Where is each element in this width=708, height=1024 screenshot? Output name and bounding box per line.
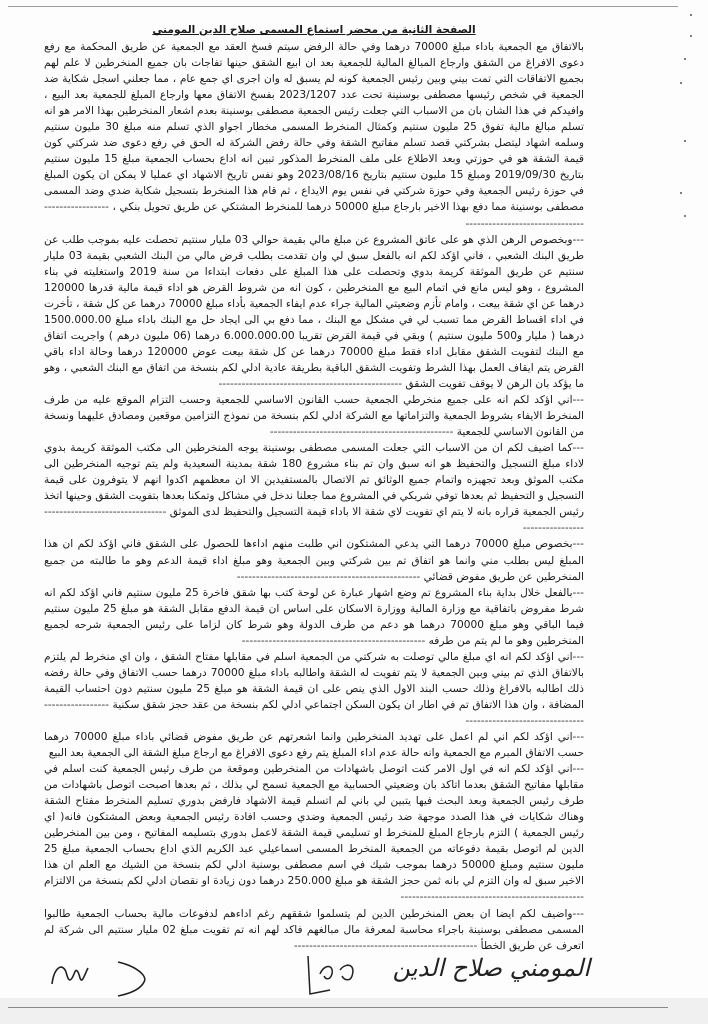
margin-mark xyxy=(680,192,682,194)
paragraph-text: واضيف لكم ايضا ان بعض المنخرطين الدين لم يتسلموا شققهم رغم اداءهم لدفوعات مالية بحساب الجمعية طالبوا المسمى مصطفى بوسنينة باجراء محاسبة لمعرفة مال مبالغهم فاكد لهم انه تم تفويت مبلغ 02 مليار سنتيم الى شركة لم اتعرف عن طريق الخطأ xyxy=(44,907,584,952)
dash-prefix: --- xyxy=(572,394,584,407)
paragraph-text: بالاتفاق مع الجمعية باداء مبلغ 70000 درهما وفي حالة الرفض سيتم فسخ العقد مع الجمعية عن طريق المحكمة مع رفع دعوى الافراغ من الشقق وارجاع المبالغ المالية للجمعية بعد ان ابيع الشقق حينها تفاجات بان جميع المنخرطين لا علم لهم بجميع الاتفاقات التي تمت بيني وبين رئيس الجمعية كونه لم يسبق له وان اجرى اي جمع عام ، مما جعلني اسجل شكاية ضد الجمعية في شخص رئيسها مصطفى بوسنينة تحت عدد 2023/1207 بفسخ الاتفاق معها وارجاع المبلغ للجمعية بعد البيع ، وافيدكم في هذا الشان بان من الاسباب التي جعلت رئيس الجمعية مصطفى بوسنينة بعدم اشعار المنخرطين بهذا الامر هو انه تسلم مبالغ مالية تفوق 25 مليون سنتيم وكمثال المنخرط المسمى مخطار اجواو الذي تسلم منه مبلغ 30 مليون سنتيم وسلمه اشهاد ليتصل بشركتي قصد تسلم مفاتيح الشقة وفي حالة رفض الشركة له الحق في رفع دعوى ضد شركتي كون قيمة الشقة هو في حوزتي وبعد الاطلاع على ملف المنخرط المذكور تبين انه اداع بحساب الجمعية مبلغ 15 مليون سنتيم بتاريخ 2019/09/30 ومبلغ 15 مليون سنتيم بتاريخ 2023/08/16 وهو نفس تاريخ الاشهاد اي عمليا لا يمكن ان يكون المبلغ في حوزة رئيس الجمعية وفي حوزة شركتي في نفس يوم الايداع ، ثم قام هذا المنخرط بتسجيل شكاية ضدي وضد المسمى مصطفى بوسنينة مما دفع بهذا الاخير بارجاع مبلغ 50000 درهما للمنخرط المشتكي عن طريق تحويل بنكي ، xyxy=(44,41,584,214)
dash-leader: ------------------------------------------------ xyxy=(44,201,584,230)
paragraph xyxy=(44,649,584,729)
dash-leader: ------------------------------------------------ xyxy=(236,570,421,583)
top-divider xyxy=(8,6,678,7)
dash-prefix: --- xyxy=(572,538,584,551)
dash-prefix: --- xyxy=(572,907,584,920)
signature-initials xyxy=(48,950,168,998)
paragraph xyxy=(44,906,584,954)
paragraph-text: اني اؤكد لكم انه في اول الامر كنت اتوصل باشهادات من المنخرطين وموقعة من طرف رئيس الجمعية كنت اسلم في مقابلها مفاتيح الشقق بعدما اتاكد بان وضعيتي الحسابية مع الجمعية تسمح لي بذلك ، ثم بعدها اصبحت اتوصل باشهادات من طرف رئيس الجمعية وبعد البحث فيها يتبين لي باني لم اتسلم قيمة الاشهاد فارفض بدوري تسليم المنخرط مفتاح الشقة وهناك شكايات في هذا الصدد موجهة ضد رئيس الجمعية وضدي وحسب افادة رئيس الجمعية وبعض المشتكون فانه( اي رئيس الجمعية ) التزم بارجاع المبلغ للمنخرط او تسليمي قيمة الشقة لاعمل بدوري بتسليمه المفاتيح ، ومن بين المنخرطين الدين لم اتوصل بقيمة دفوعاته من الجمعية المنخرط المسمى اسماعيلي عبد الكريم الذي اداع بحساب الجمعية مبلغ 25 مليون سنتيم ومبلغ 50000 درهما بموجب شيك في اسم مصطفى بوسنية ادلي لكم بنسخة من الشيك مع العلم ان هذا الاخير سبق له وان التزم لي بانه ثمن حجز الشقة هو مبلغ 250.000 درهما دون زيادة او نقصان ادلي لكم بنسخة من الالتزام xyxy=(44,763,585,888)
signature-scribble xyxy=(300,950,370,1000)
paragraph xyxy=(44,392,584,440)
handwritten-signature xyxy=(300,950,590,1000)
bottom-divider xyxy=(8,1007,668,1008)
dash-leader: ------------------------------------------------ xyxy=(218,377,403,390)
paragraph xyxy=(44,729,584,761)
document-body xyxy=(44,22,584,954)
margin-mark xyxy=(684,140,686,142)
dash-prefix: --- xyxy=(572,233,584,246)
paragraph xyxy=(44,585,584,649)
paragraph-text: بخصوص مبلغ 70000 درهما التي يدعي المشتكون اني طلبت منهم اداءها للحصول على الشقق فاني اؤكد لكم ان هذا المبلغ ليس بطلب مني وانما هو اتفاق تم بين شركتي وبين الجمعية وهو مبلغ اداء قيمة الدعم وهو ما طالبته من جميع المنخرطين عن طريق مفوض قضائي xyxy=(44,538,584,583)
margin-mark xyxy=(684,58,686,60)
paragraph-text: بالفعل خلال بداية بناء المشروع تم وضع اشهار عبارة عن لوحة كتب بها شقق فاخرة 25 مليون سنتيم فاني اؤكد لكم انه شرط مفروض باتفاقية مع وزارة المالية ووزارة الاسكان على اساس ان قيمة الدفع مقابل الشقة هو مبلغ 25 مليون سنتيم فيما الباقي وهو مبلغ 70000 درهما هو دعم من طرف الدولة وهو شرط كان لزاما على رئيس الجمعية شرحه لجميع المنخرطين وهو ما لم يتم من طرفه xyxy=(44,586,585,647)
dash-prefix: --- xyxy=(572,442,584,455)
paragraph xyxy=(44,536,584,584)
dash-leader: ------------------------------------------------ xyxy=(241,634,426,647)
page-title: الصفحة الثانية من محضر استماع المسمى صلاح الدين المومني xyxy=(152,24,476,36)
dash-leader: ------------------------------------------------ xyxy=(400,891,584,904)
margin-mark xyxy=(690,14,692,16)
dash-leader: ------------------------------------------------ xyxy=(44,698,584,727)
dash-prefix: --- xyxy=(572,731,585,744)
paragraph-text: كما اضيف لكم ان من الاسباب التي جعلت المسمى مصطفى بوسنينة يوجه المنخرطين الى مكتب الموثقة كريمة بدوي لاداء مبلغ التسجيل والتحفيظ هو انه سبق وان تم بناء مشروع 180 شقة بمدينة السعيدية ولم يتم توجيه المنخرطين الى مكتب الموثق وبعد تجهيزه واتمام جميع الوثائق تم الاتصال بالمستفيدين الا ان معظمهم اكدوا انهم لا يتوفرون على قيمة التسجيل و التحفيظ ثم بعدها توفي شريكي في المشروع مما جعلنا ندخل في مشاكل وتمكنا بعدها بتفويت الشقق وحينها اتخذ رئيس الجمعية قراره بانه لا يتم اي تفويت لاي شقة الا باداء قيمة التسجيل والتحفيظ لدى الموثق xyxy=(44,442,584,519)
dash-prefix: --- xyxy=(572,586,584,599)
signature-name: المومني صلاح الدين xyxy=(392,954,590,982)
margin-mark xyxy=(684,215,686,217)
paragraph-text: اني اؤكد لكم اني لم اعمل على تهديد المنخرطين وانما اشعرتهم عن طريق مفوض قضائي باداء مبلغ 70000 درهما حسب الاتفاق المبرم مع الجمعية وانه حالة عدم اداء المبلغ يتم رفع دعوى الافراغ مع ارجاع مبلغ الشقة الى الجمعية بعد البيع xyxy=(44,731,584,760)
dash-leader: ------------------------------------------------ xyxy=(44,506,584,535)
paragraph-text: اني اؤكد لكم انه على جميع منخرطي الجمعية حسب القانون الاساسي للجمعية وحسب التزام الموقع عليه من طرف المنخرط الايفاء بشروط الجمعية والتزاماتها مع الشركة ادلي لكم بنسخة من نموذج التزامين موقعين ومصادق عليهما ونسخة من القانون الاساسي للجمعية xyxy=(44,394,584,439)
paragraph-text: اني اؤكد لكم انه اي مبلغ مالي توصلت به شركتي من الجمعية اسلم في مقابلها مفتاح الشقق ، وان اي منخرط لم يلتزم بالاتفاق الذي تم بيني وبين الجمعية لا يتم تفويت له الشقة واطالبه باداء مبلغ 70000 درهما حسب الاتفاق وفي حالة رفضه ذلك اطالبه بالافراغ وذلك حسب البند الاول الذي ينص على ان قيمة الشقة هو مبلغ 25 مليون سنتيم دون احتساب القيمة المضافة ، وان هذا الاتفاق تم في اطار ان يكون السكن اجتماعي ادلي لكم بنسخة من عقد حجز شقق سكنية xyxy=(44,650,585,711)
margin-mark xyxy=(690,35,692,37)
margin-mark xyxy=(680,82,682,84)
paragraph xyxy=(44,761,584,905)
dash-prefix: --- xyxy=(572,650,584,663)
paragraph-text: وبخصوص الرهن الذي هو على عاتق المشروع عن مبلغ مالي بقيمة حوالي 03 مليار سنتيم تحصلت عليه بموجب طلب عن طريق البنك الشعبي ، فاني اؤكد لكم انه بالفعل سبق لي وان تقدمت بطلب قرض مالي من البنك الشعبي بقيمة 03 مليار سنتيم عن طريق الموثقة كريمة بدوي وتحصلت على هذا المبلغ على دفعات ابتداءا من سنة 2019 واستغليته في بناء المشروع ، وهو ليس مانع في اتمام البيع مع المنخرطين ، كون انه من شروط القرض هو اداء قيمة مالية قدرها 120000 درهما عن اي شقة بيعت ، وامام تأزم وضعيتي المالية جراء عدم ايفاء الجمعية بأداء مبلغ 70000 درهما عن كل شقة ، تأخرت في اداء اقساط القرض مما تسبب لي في مشكل مع البنك ، مما دفع بي الى ايجاد حل مع البنك باداء مبلغ 1500.000.00 درهما ( مليار و500 مليون سنتيم ) وبقي في قيمة القرض تقريبا 6.000.000.00 درهما (06 مليون درهم ) واجريت اتفاق مع البنك لتفويت الشقق مقابل اداء فقط مبلغ 70000 درهما عن كل شقة بيعت عوض 120000 درهما وحالة اداء باقي القرض يتم ايقاف العمل بهذا الشرط وتفويت الشقق الباقية بطريقة عادية ادلي لكم بنسخة من اتفاق مع البنك الشعبي ، وهو ما يؤكد بان الرهن لا يوقف تفويت الشقق xyxy=(44,233,585,390)
dash-leader: ------------------------------------------------ xyxy=(293,939,478,952)
paragraph xyxy=(44,39,584,232)
dash-prefix: --- xyxy=(572,763,584,776)
paragraph xyxy=(44,232,584,392)
dash-leader: ------------------------------------------------ xyxy=(269,426,454,439)
scan-edge xyxy=(0,998,708,1024)
paragraph xyxy=(44,440,584,536)
